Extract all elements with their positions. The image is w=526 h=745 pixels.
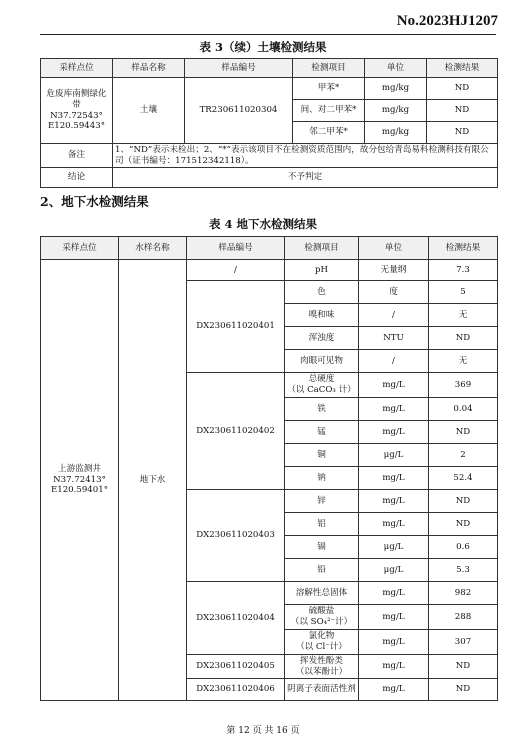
unit-cell: μg/L — [359, 444, 429, 467]
unit-cell: / — [359, 350, 429, 373]
sample-id-cell: DX230611020401 — [187, 281, 285, 373]
header-cell: 样品编号 — [185, 59, 293, 78]
test-item-note: （以 SO₄²⁻计） — [290, 617, 353, 627]
test-item-cell: 阴离子表面活性剂 — [285, 679, 359, 701]
test-item-note: （以苯酚计） — [295, 666, 348, 677]
conclusion-text: 不予判定 — [113, 168, 498, 188]
test-item-line: 氯化物 — [308, 631, 335, 642]
table4-header-row — [41, 237, 498, 260]
unit-cell: mg/kg — [365, 122, 427, 144]
table-row — [41, 78, 498, 100]
result-cell: ND — [429, 490, 498, 513]
unit-cell: mg/L — [359, 605, 429, 630]
unit-cell: 度 — [359, 281, 429, 304]
result-cell: 无 — [429, 304, 498, 327]
header-cell: 样品名称 — [113, 59, 185, 78]
test-item-cell — [285, 630, 359, 655]
test-item-cell: 溶解性总固体 — [285, 582, 359, 605]
test-item-cell: 甲苯* — [293, 78, 365, 100]
header-rule — [40, 34, 496, 35]
test-item-cell: 嗅和味 — [285, 304, 359, 327]
groundwater-results-table — [40, 236, 498, 701]
result-cell: 0.6 — [429, 536, 498, 559]
result-cell: ND — [427, 78, 498, 100]
test-item-cell: 色 — [285, 281, 359, 304]
unit-cell: μg/L — [359, 559, 429, 582]
sample-id-cell: TR230611020304 — [185, 78, 293, 144]
table4-caption: 表 4 地下水检测结果 — [208, 217, 317, 231]
test-item-line: 总硬度 — [308, 374, 335, 385]
test-item-cell: 镉 — [285, 536, 359, 559]
header-cell: 检测项目 — [285, 237, 359, 260]
test-item-line: 挥发性酚类 — [300, 655, 343, 666]
conclusion-row — [41, 168, 498, 188]
sample-id-cell: DX230611020406 — [187, 679, 285, 701]
test-item-cell — [285, 655, 359, 679]
sampling-site-cell — [41, 78, 113, 144]
result-cell: 7.3 — [429, 260, 498, 281]
site-name: 上游监测井 — [58, 463, 101, 474]
test-item-cell: 浑浊度 — [285, 327, 359, 350]
result-cell: ND — [429, 679, 498, 701]
header-cell: 采样点位 — [41, 59, 113, 78]
unit-cell: mg/L — [359, 373, 429, 398]
header-cell: 检测结果 — [429, 237, 498, 260]
header-cell: 检测结果 — [427, 59, 498, 78]
test-item-cell: pH — [285, 260, 359, 281]
unit-cell: NTU — [359, 327, 429, 350]
result-cell: ND — [427, 100, 498, 122]
result-cell: 0.04 — [429, 398, 498, 421]
result-cell: 982 — [429, 582, 498, 605]
remark-label: 备注 — [41, 144, 113, 168]
result-cell: ND — [429, 327, 498, 350]
test-item-note: （以 CaCO₃ 计） — [287, 385, 356, 395]
test-item-cell: 邻二甲苯* — [293, 122, 365, 144]
site-longitude: E120.59401° — [50, 485, 109, 496]
test-item-cell — [285, 373, 359, 398]
header-cell: 单位 — [359, 237, 429, 260]
result-cell: 288 — [429, 605, 498, 630]
remark-text: 1、“ND”表示未检出；2、“*”表示该项目不在检测资质范围内，故分包给青岛易科检测科技有限公司（证书编号：171512342118）。 — [113, 144, 498, 168]
unit-cell: mg/L — [359, 513, 429, 536]
test-item-cell: 铜 — [285, 444, 359, 467]
remark-row — [41, 144, 498, 168]
test-item-cell — [285, 605, 359, 630]
test-item-cell: 铝 — [285, 513, 359, 536]
table3-header-row — [41, 59, 498, 78]
header-cell: 单位 — [365, 59, 427, 78]
site-latitude: N37.72413° — [53, 474, 106, 485]
test-item-cell: 钠 — [285, 467, 359, 490]
water-sample-name-cell: 地下水 — [119, 260, 187, 701]
test-item-cell: 锌 — [285, 490, 359, 513]
test-item-cell: 锰 — [285, 421, 359, 444]
unit-cell: mg/L — [359, 398, 429, 421]
unit-cell: mg/L — [359, 582, 429, 605]
test-item-cell: 肉眼可见物 — [285, 350, 359, 373]
table-row — [41, 260, 498, 281]
test-item-line: 硫酸盐 — [308, 606, 335, 617]
result-cell: 5.3 — [429, 559, 498, 582]
site-longitude: E120.59443° — [47, 121, 106, 132]
header-cell: 采样点位 — [41, 237, 119, 260]
sample-id-cell: DX230611020405 — [187, 655, 285, 679]
unit-cell: mg/L — [359, 467, 429, 490]
sampling-site-cell — [41, 260, 119, 701]
header-cell: 样品编号 — [187, 237, 285, 260]
unit-cell: mg/L — [359, 679, 429, 701]
header-cell: 水样名称 — [119, 237, 187, 260]
sample-id-cell: DX230611020403 — [187, 490, 285, 582]
unit-cell: mg/kg — [365, 78, 427, 100]
sample-id-cell: DX230611020402 — [187, 373, 285, 490]
test-item-cell: 间、对二甲苯* — [293, 100, 365, 122]
unit-cell: μg/L — [359, 536, 429, 559]
unit-cell: mg/L — [359, 630, 429, 655]
site-name: 危废库南侧绿化带 — [46, 89, 107, 110]
result-cell: 307 — [429, 630, 498, 655]
sample-name-cell: 土壤 — [113, 78, 185, 144]
page-footer: 第 12 页 共 16 页 — [226, 726, 300, 736]
section-title: 2、地下水检测结果 — [40, 194, 149, 209]
site-latitude: N37.72543° — [50, 110, 103, 121]
result-cell: ND — [429, 513, 498, 536]
unit-cell: mg/L — [359, 421, 429, 444]
sample-id-cell: DX230611020404 — [187, 582, 285, 655]
soil-results-table — [40, 58, 498, 188]
result-cell: ND — [427, 122, 498, 144]
header-cell: 检测项目 — [293, 59, 365, 78]
result-cell: ND — [429, 655, 498, 679]
table3-caption: 表 3（续）土壤检测结果 — [199, 40, 327, 54]
report-number: No.2023HJ1207 — [396, 13, 498, 29]
unit-cell: 无量纲 — [359, 260, 429, 281]
test-item-cell: 铅 — [285, 559, 359, 582]
test-item-note: （以 Cl⁻计） — [296, 642, 347, 652]
conclusion-label: 结论 — [41, 168, 113, 188]
test-item-cell: 铁 — [285, 398, 359, 421]
result-cell: 369 — [429, 373, 498, 398]
result-cell: 无 — [429, 350, 498, 373]
result-cell: ND — [429, 421, 498, 444]
unit-cell: mg/L — [359, 655, 429, 679]
unit-cell: mg/L — [359, 490, 429, 513]
result-cell: 5 — [429, 281, 498, 304]
unit-cell: mg/kg — [365, 100, 427, 122]
sample-id-cell: / — [187, 260, 285, 281]
unit-cell: / — [359, 304, 429, 327]
result-cell: 52.4 — [429, 467, 498, 490]
result-cell: 2 — [429, 444, 498, 467]
